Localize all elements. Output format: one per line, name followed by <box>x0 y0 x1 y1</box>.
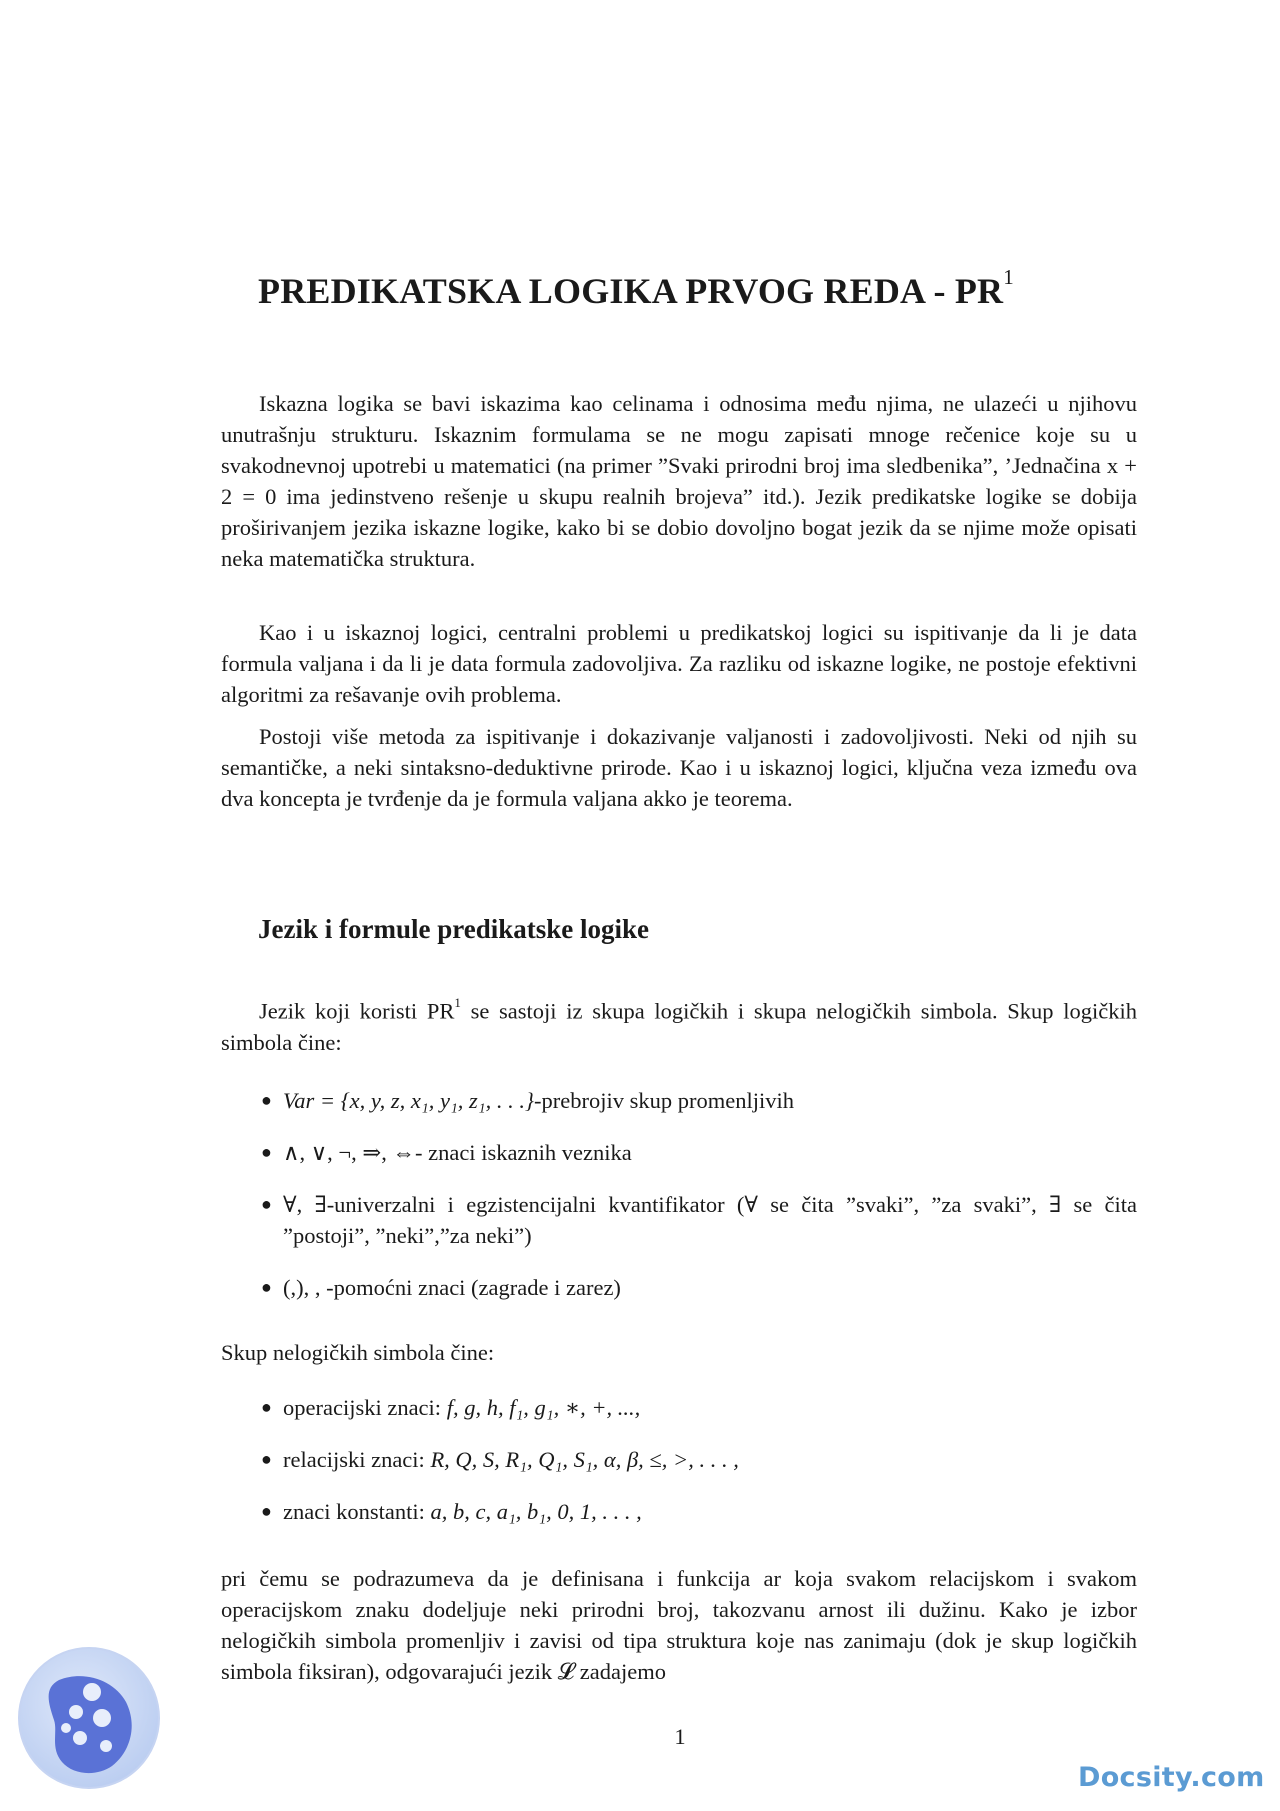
list-item-text: relacijski znaci: <box>283 1447 431 1472</box>
list-item <box>221 1189 1137 1251</box>
bullet-icon: ● <box>261 1449 272 1469</box>
bullet-icon: ● <box>261 1090 272 1110</box>
list-item-math: Var = {x, y, z, x₁, y₁, z₁, . . .} <box>283 1088 534 1113</box>
bullet-icon: ● <box>261 1277 272 1297</box>
logical-symbols-list <box>221 1085 1137 1324</box>
bullet-icon: ● <box>261 1501 272 1521</box>
list-item <box>221 1496 1137 1527</box>
list-item-text: znaci konstanti: <box>283 1499 431 1524</box>
bullet-icon: ● <box>261 1397 272 1417</box>
intro-paragraph-1: Iskazna logika se bavi iskazima kao celinama i odnosima među njima, ne ulazeći u njihovu unutrašnju strukturu. Iskaznim formulama se ne mogu zapisati mnoge rečenice koje su u svakodnevnoj upotrebi u matematici (na primer ”Svaki prirodni broj ima sledbenika”, ’Jednačina x + 2 = 0 ima jedinstveno rešenje u skupu realnih brojeva” itd.). Jezik predikatske logike se dobija proširivanjem jezika iskazne logike, kako bi se dobio dovoljno bogat jezik da se njime može opisati neka matematička struktura. <box>221 391 1137 571</box>
list-item <box>221 1272 1137 1303</box>
intro-paragraph-3: Postoji više metoda za ispitivanje i dokazivanje valjanosti i zadovoljivosti. Neki od njih su semantičke, a neki sintaksno-deduktivne prirode. Kao i u iskaznoj logici, ključna veza između ova dva koncepta je tvrđenje da je formula valjana akko je teorema. <box>221 724 1137 811</box>
docsity-brand-link[interactable]: Docsity.com <box>1078 1762 1265 1793</box>
list-item-math: R, Q, S, R₁, Q₁, S₁, α, β, ≤, >, . . . , <box>430 1447 739 1472</box>
list-item-math: ∧, ∨, ¬, ⇒, ⇔ <box>283 1140 415 1165</box>
bullet-icon: ● <box>261 1194 272 1214</box>
list-item-math: ∀, ∃ <box>283 1192 327 1217</box>
page-number: 1 <box>674 1724 686 1749</box>
list-item <box>221 1137 1137 1168</box>
arity-paragraph: pri čemu se podrazumeva da je definisana i funkcija ar koja svakom relacijskom i svakom operacijskom znaku dodeljuje neki prirodni broj, takozvanu arnost ili dužinu. Kako je izbor nelogičkih simbola promenljiv i zavisi od tipa struktura koje nas zanimaju (dok je skup logičkih simbola fiksiran), odgovarajući jezik 𝓛 zadajemo <box>221 1566 1137 1684</box>
list-item-text: operacijski znaci: <box>283 1395 447 1420</box>
list-item <box>221 1444 1137 1475</box>
docsity-logo-icon[interactable] <box>14 1640 164 1790</box>
list-item-math: a, b, c, a₁, b₁, 0, 1, . . . , <box>430 1499 642 1524</box>
section-heading: Jezik i formule predikatske logike <box>258 914 649 944</box>
nonlogical-symbols-list <box>221 1392 1137 1548</box>
p4-superscript: 1 <box>454 995 461 1010</box>
section-paragraph-language <box>221 990 1137 1058</box>
list-item-text: - znaci iskaznih veznika <box>414 1140 632 1165</box>
list-item-text: -univerzalni i egzistencijalni kvantifikator (∀ se čita ”svaki”, ”za svaki”, ∃ se čita ”postoji”, ”neki”,”za neki”) <box>283 1192 1137 1248</box>
title-text: PREDIKATSKA LOGIKA PRVOG REDA - PR <box>258 271 1004 311</box>
list-item <box>221 1392 1137 1423</box>
bullet-icon: ● <box>261 1142 272 1162</box>
p4-text-after: se sastoji iz skupa logičkih i skupa nelogičkih simbola. Skup logičkih simbola čine: <box>221 998 1137 1055</box>
list-item-math: f, g, h, f₁, g₁, ∗, +, ..., <box>446 1395 641 1420</box>
p4-text-before: Jezik koji koristi PR <box>259 998 455 1024</box>
document-title <box>258 265 1158 312</box>
list-item-text: (,), , -pomoćni znaci (zagrade i zarez) <box>283 1275 621 1300</box>
list-item <box>221 1085 1137 1116</box>
title-superscript: 1 <box>1003 265 1014 289</box>
nonlogical-intro: Skup nelogičkih simbola čine: <box>221 1340 495 1365</box>
list-item-text: -prebrojiv skup promenljivih <box>534 1088 794 1113</box>
intro-paragraph-2: Kao i u iskaznoj logici, centralni problemi u predikatskoj logici su ispitivanje da li je data formula valjana i da li je data formula zadovoljiva. Za razliku od iskazne logike, ne postoje efektivni algoritmi za rešavanje ovih problema. <box>221 620 1137 707</box>
